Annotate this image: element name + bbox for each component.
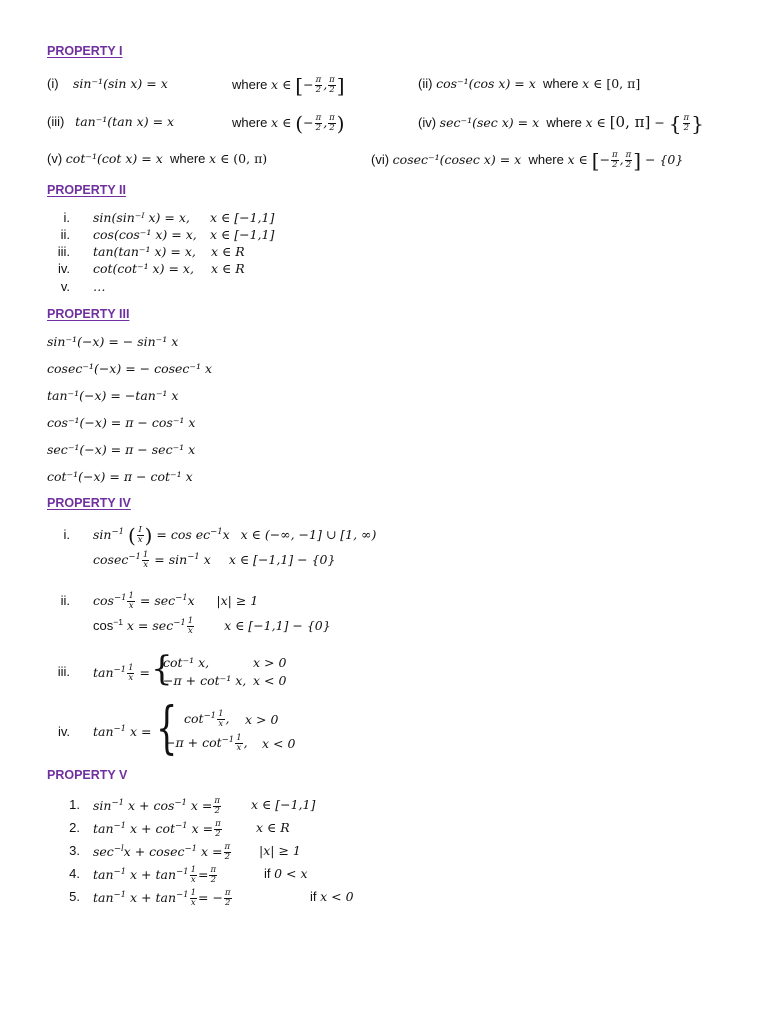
p4-iii-case1-cond: x > 0 <box>253 655 287 670</box>
p5-num-5: 5. <box>69 889 80 904</box>
p1-i-expr: sin⁻¹(sin x) = x <box>73 76 168 91</box>
p1-iii-label: (iii) <box>47 114 65 129</box>
p4-iii-num: iii. <box>57 664 70 679</box>
p2-expr-5: … <box>93 279 106 294</box>
p2-expr-4: cot(cot⁻¹ x) = x, <box>93 261 194 276</box>
p1-item-iv: (iv) sec⁻¹(sec x) = x where x ∈ [0, π] − { $\frac{\pi}{2}$ } <box>418 111 704 136</box>
p4-iii-brace: { <box>151 649 173 689</box>
p5-num-4: 4. <box>69 866 80 881</box>
p2-num-2: ii. <box>60 227 70 242</box>
property-5-heading: PROPERTY V <box>47 768 128 782</box>
p2-dom-2: x ∈ [−1,1] <box>210 227 275 242</box>
p4-i-line2: cosec$^{-1}$ $\frac{1}{x}$ = $\sin^{-1} x$ x ∈ [−1,1] − {0} <box>93 550 336 570</box>
p3-line-6: cot⁻¹(−x) = π − cot⁻¹ x <box>47 469 193 484</box>
p1-item-i <box>47 76 168 92</box>
p1-vi-label: (vi) <box>371 152 390 167</box>
p1-vi-expr: cosec⁻¹(cosec x) = x <box>392 152 522 167</box>
p4-iii-lhs: $\tan^{-1}$ $\frac{1}{x}$ = <box>93 663 150 683</box>
p2-num-5: v. <box>60 279 70 294</box>
p3-line-3: tan⁻¹(−x) = −tan⁻¹ x <box>47 388 179 403</box>
p1-item-v: (v) cot⁻¹(cot x) = x where x ∈ (0, π) <box>47 151 268 166</box>
p3-line-5: sec⁻¹(−x) = π − sec⁻¹ x <box>47 442 196 457</box>
p4-iii-c2: −π + cot⁻¹ x, <box>163 673 247 688</box>
p2-dom-1: x ∈ [−1,1] <box>210 210 275 225</box>
p5-item-5: $\tan^{-1} x + \tan^{-1}$ $\frac{1}{x}$ = − $\frac{\pi}{2}$ <box>93 888 231 908</box>
p5-dom-4 <box>264 866 308 882</box>
p1-iv-expr: sec⁻¹(sec x) = x <box>439 115 540 130</box>
p4-iii-c1: cot⁻¹ x, <box>163 655 210 670</box>
p1-iv-label: (iv) <box>418 115 437 130</box>
property-2-heading: PROPERTY II <box>47 183 126 197</box>
p1-v-where: where <box>170 151 206 166</box>
p5-dom-4-if: if <box>264 866 271 881</box>
p1-iii-where: where <box>232 115 268 130</box>
p4-iii-case1 <box>163 655 209 670</box>
p1-item-ii: (ii) cos⁻¹(cos x) = x where x ∈ [0, π] <box>418 76 641 91</box>
p4-iv-brace: { <box>156 696 178 761</box>
p4-iv-lhs: $\tan^{-1} x$ = <box>93 724 152 739</box>
p1-i-where: where <box>232 77 268 92</box>
property-3-heading: PROPERTY III <box>47 307 130 321</box>
p1-ii-where: where <box>543 76 579 91</box>
p4-i-line1: $\sin^{-1}$ ( $\frac{I}{x}$ ) = $\cos ec^{-1}x$ x ∈ (−∞, −1] ∪ [1, ∞) <box>93 523 377 548</box>
p5-dom-5 <box>310 889 354 905</box>
p4-ii-line1: $\cos^{-1}$ $\frac{1}{x}$ = $\sec^{-1}x$ |x| ≥ 1 <box>93 591 259 611</box>
p4-i-num: i. <box>63 527 70 542</box>
p2-expr-2: cos(cos⁻¹ x) = x, <box>93 227 197 242</box>
p1-vi-where: where <box>528 152 564 167</box>
p4-ii-dom2: x ∈ [−1,1] − {0} <box>224 618 331 633</box>
p5-dom-2: x ∈ R <box>256 820 290 835</box>
p5-num-2: 2. <box>69 820 80 835</box>
p1-i-domain: where x ∈ [− $\frac{\pi}{2}$ , $\frac{\pi}{2}$ ] <box>232 73 345 98</box>
p2-num-1: i. <box>63 210 70 225</box>
p5-dom-1: x ∈ [−1,1] <box>251 797 316 812</box>
p1-item-iii <box>47 114 174 130</box>
p5-item-3: $\sec^{-l}x + cosec^{-1}$ x = $\frac{\pi}{2}$ <box>93 842 231 862</box>
p4-iv-case1: $\cot^{-1}$ $\frac{1}{x}$ , <box>184 709 230 729</box>
p5-item-1: $\sin^{-1} x + \cos^{-1} x$ = $\frac{\pi}{2}$ <box>93 796 220 816</box>
p4-ii-line2: $\cos^{-1} x = \sec^{-1}$ $\frac{1}{x}$ x ∈ [−1,1] − {0} <box>93 616 331 636</box>
p2-expr-3: tan(tan⁻¹ x) = x, <box>93 244 196 259</box>
p5-dom-4-cond: 0 < x <box>274 866 308 881</box>
p5-item-2: $\tan^{-1} x + \cot^{-1} x$ = $\frac{\pi}{2}$ <box>93 819 221 839</box>
p5-dom-5-cond: x < 0 <box>320 889 354 904</box>
p3-line-4: cos⁻¹(−x) = π − cos⁻¹ x <box>47 415 196 430</box>
p1-iv-where: where <box>546 115 582 130</box>
p1-v-expr: cot⁻¹(cot x) = x <box>65 151 163 166</box>
p4-iv-case2: $-\pi + \cot^{-1}$ $\frac{1}{x}$ , <box>165 733 248 753</box>
p4-iv-case1-cond: x > 0 <box>245 712 279 727</box>
property-4-heading: PROPERTY IV <box>47 496 131 510</box>
p4-ii-dom1: |x| ≥ 1 <box>216 593 259 608</box>
p2-dom-3: x ∈ R <box>211 244 245 259</box>
p5-num-3: 3. <box>69 843 80 858</box>
p5-dom-3: |x| ≥ 1 <box>259 843 301 858</box>
p2-dom-4: x ∈ R <box>211 261 245 276</box>
p4-i-dom2: x ∈ [−1,1] − {0} <box>228 552 336 567</box>
p2-num-3: iii. <box>57 244 70 259</box>
p1-iii-domain: where x ∈ (− $\frac{\pi}{2}$ , $\frac{\pi}{2}$ ) <box>232 111 345 136</box>
p1-i-label: (i) <box>47 76 59 91</box>
p1-iii-expr: tan⁻¹(tan x) = x <box>75 114 175 129</box>
p3-line-2: cosec⁻¹(−x) = − cosec⁻¹ x <box>47 361 213 376</box>
p4-iii-case2-cond: x < 0 <box>253 673 287 688</box>
p5-dom-5-if: if <box>310 889 317 904</box>
p1-ii-label: (ii) <box>418 76 433 91</box>
p1-item-vi: (vi) cosec⁻¹(cosec x) = x where x ∈ [− $\frac{\pi}{2}$ , $\frac{\pi}{2}$ ] − {0} <box>371 148 684 173</box>
p4-iv-num: iv. <box>57 724 70 739</box>
p1-ii-expr: cos⁻¹(cos x) = x <box>436 76 536 91</box>
p3-line-1: sin⁻¹(−x) = − sin⁻¹ x <box>47 334 179 349</box>
p5-item-4: $\tan^{-1} x + \tan^{-1}$ $\frac{1}{x}$ = $\frac{\pi}{2}$ <box>93 865 217 885</box>
p4-iii-case2 <box>163 673 246 688</box>
p2-num-4: iv. <box>57 261 70 276</box>
p4-ii-num: ii. <box>60 593 70 608</box>
p5-num-1: 1. <box>69 797 80 812</box>
p4-iv-case2-cond: x < 0 <box>262 736 296 751</box>
p4-i-dom1: x ∈ (−∞, −1] ∪ [1, ∞) <box>240 527 377 542</box>
p1-v-label: (v) <box>47 151 63 166</box>
p2-expr-1: sin(sin⁻ᴵ x) = x, <box>93 210 190 225</box>
property-1-heading: PROPERTY I <box>47 44 123 58</box>
